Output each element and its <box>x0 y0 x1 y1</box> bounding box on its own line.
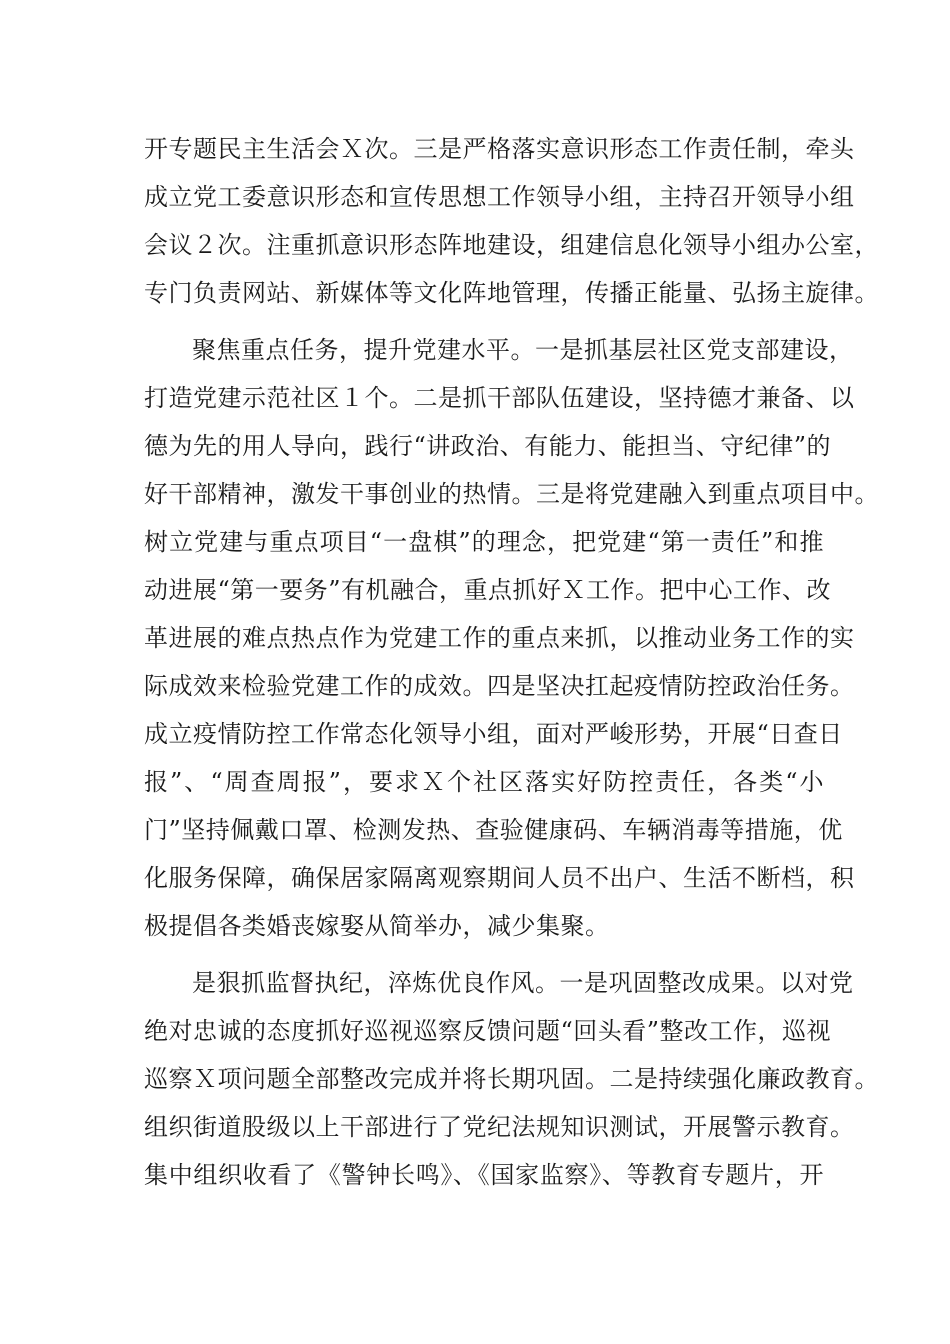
text-line: 化服务保障，确保居家隔离观察期间人员不出户、生活不断档，积 <box>144 864 855 892</box>
text-line: 际成效来检验党建工作的成效。四是坚决扛起疫情防控政治任务。 <box>144 672 855 700</box>
text-line: 集中组织收看了《警钟长鸣》、《国家监察》、等教育专题片，开 <box>144 1161 824 1189</box>
text-line: 好干部精神，激发干事创业的热情。三是将党建融入到重点项目中。 <box>144 480 879 508</box>
text-line: 革进展的难点热点作为党建工作的重点来抓，以推动业务工作的实 <box>144 624 855 652</box>
text-line: 动进展“第一要务”有机融合，重点抓好Ｘ工作。把中心工作、改 <box>144 576 832 604</box>
text-line: 巡察Ｘ项问题全部整改完成并将长期巩固。二是持续强化廉政教育。 <box>144 1065 879 1093</box>
text-line: 专门负责网站、新媒体等文化阵地管理，传播正能量、弘扬主旋律。 <box>144 279 879 307</box>
text-line: 组织街道股级以上干部进行了党纪法规知识测试，开展警示教育。 <box>144 1113 855 1141</box>
text-line: 德为先的用人导向，践行“讲政治、有能力、能担当、守纪律”的 <box>144 432 832 460</box>
text-line: 树立党建与重点项目“一盘棋”的理念，把党建“第一责任”和推 <box>144 528 824 556</box>
text-line: 极提倡各类婚丧嫁娶从简举办，减少集聚。 <box>144 912 610 940</box>
text-line: 打造党建示范社区１个。二是抓干部队伍建设，坚持德才兼备、以 <box>144 384 855 412</box>
text-line: 报”、“周查周报”，要求Ｘ个社区落实好防控责任，各类“小 <box>144 768 824 796</box>
text-line: 门”坚持佩戴口罩、检测发热、查验健康码、车辆消毒等措施，优 <box>144 816 843 844</box>
text-line: 成立党工委意识形态和宣传思想工作领导小组，主持召开领导小组 <box>144 183 855 211</box>
paragraph-first-line: 是狠抓监督执纪，淬炼优良作风。一是巩固整改成果。以对党 <box>192 969 854 997</box>
text-line: 绝对忠诚的态度抓好巡视巡察反馈问题“回头看”整改工作，巡视 <box>144 1017 832 1045</box>
paragraph-first-line: 聚焦重点任务，提升党建水平。一是抓基层社区党支部建设， <box>192 336 854 364</box>
text-line: 会议２次。注重抓意识形态阵地建设，组建信息化领导小组办公室， <box>144 231 879 259</box>
text-line: 成立疫情防控工作常态化领导小组，面对严峻形势，开展“日查日 <box>144 720 843 748</box>
text-line: 开专题民主生活会Ｘ次。三是严格落实意识形态工作责任制，牵头 <box>144 135 855 163</box>
